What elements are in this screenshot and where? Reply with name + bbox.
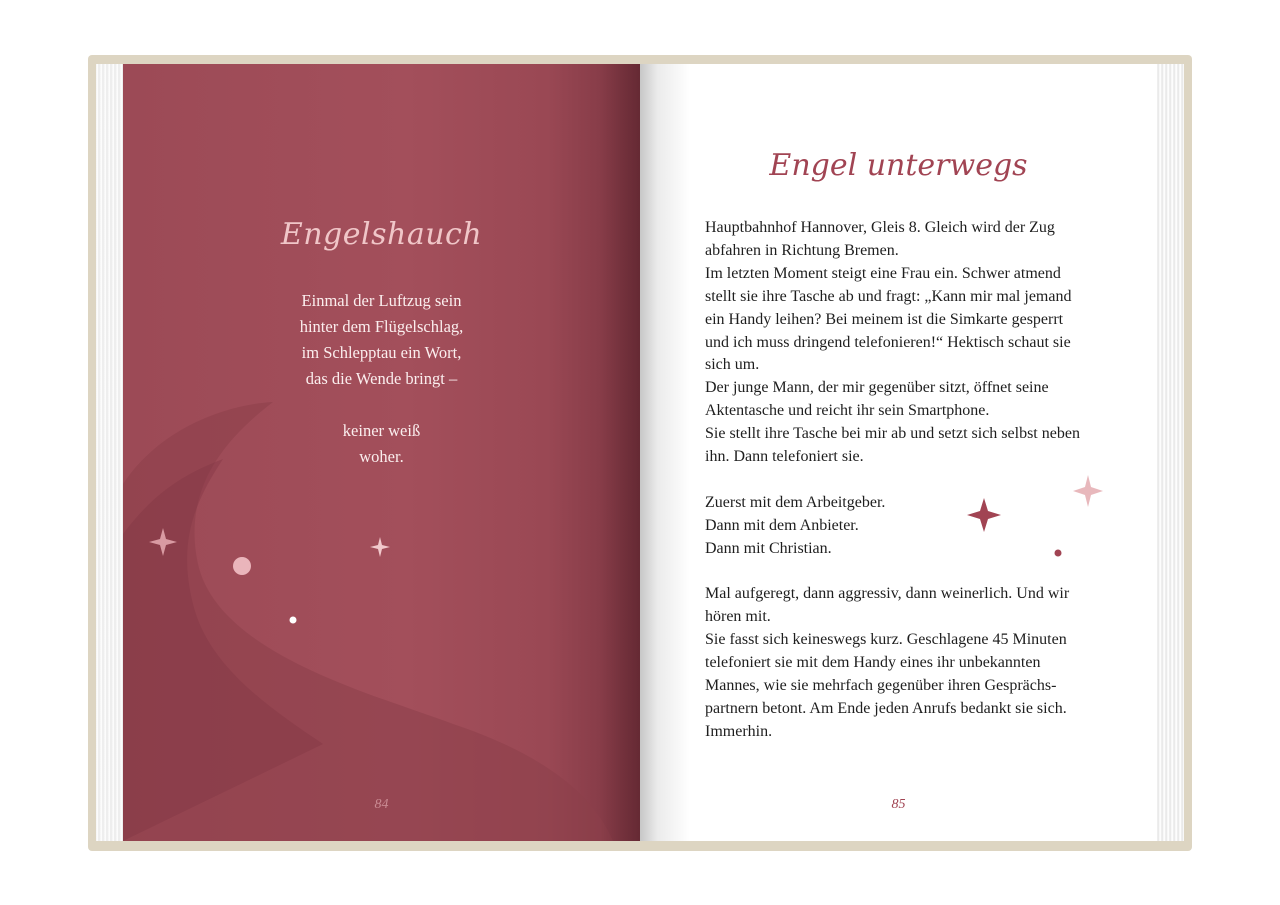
sparkle-icon <box>370 537 390 557</box>
page-number-right: 85 <box>891 797 906 812</box>
story-text <box>705 217 1105 744</box>
text-line: und ich muss dringend telefonieren!“ Hektisch schaut sie <box>705 333 1071 351</box>
dot-icon <box>233 557 251 575</box>
poem-line: hinter dem Flügelschlag, <box>299 317 464 336</box>
text-line: hören mit. <box>705 608 771 626</box>
text-line: Aktentasche und reicht ihr sein Smartphone. <box>705 402 990 420</box>
page-number-left: 84 <box>374 797 389 812</box>
text-line: Hauptbahnhof Hannover, Gleis 8. Gleich wird der Zug <box>705 219 1055 236</box>
text-line: Zuerst mit dem Arbeitgeber. <box>705 493 886 511</box>
text-line: telefoniert sie mit dem Handy eines ihr unbekannten <box>705 654 1041 672</box>
left-page <box>123 64 640 841</box>
text-line: Mal aufgeregt, dann aggressiv, dann weinerlich. Und wir <box>705 585 1070 603</box>
text-line: Dann mit Christian. <box>705 539 832 557</box>
stanza-break <box>123 392 640 418</box>
right-page <box>640 64 1157 841</box>
text-line: partnern betont. Am Ende jeden Anrufs bedankt sie sich. <box>705 700 1067 717</box>
text-line: abfahren in Richtung Bremen. <box>705 241 899 259</box>
text-line: Im letzten Moment steigt eine Frau ein. Schwer atmend <box>705 264 1061 282</box>
text-line: Dann mit dem Anbieter. <box>705 516 859 534</box>
poem-line: das die Wende bringt – <box>305 369 458 388</box>
paragraph-break <box>705 561 1105 584</box>
text-line: Sie fasst sich keineswegs kurz. Geschlagene 45 Minuten <box>705 631 1067 649</box>
poem-line: Einmal der Luftzug sein <box>301 291 462 310</box>
dot-icon <box>290 617 297 624</box>
text-line: stellt sie ihre Tasche ab und fragt: „Kann mir mal jemand <box>705 287 1072 305</box>
text-line: Immerhin. <box>705 722 773 740</box>
poem-line: woher. <box>359 447 404 466</box>
paragraph-break <box>705 469 1105 492</box>
poem <box>123 288 640 470</box>
page-edges-right <box>1157 64 1184 841</box>
text-line: Sie stellt ihre Tasche bei mir ab und setzt sich selbst neben <box>705 425 1080 443</box>
text-line: Mannes, wie sie mehrfach gegenüber ihren Gesprächs- <box>705 677 1057 695</box>
story-title: Engel unterwegs <box>769 148 1028 183</box>
poem-title: Engelshauch <box>280 217 483 252</box>
text-line: ihn. Dann telefoniert sie. <box>705 448 864 466</box>
text-line: Der junge Mann, der mir gegenüber sitzt, öffnet seine <box>705 379 1049 397</box>
text-line: ein Handy leihen? Bei meinem ist die Simkarte gesperrt <box>705 310 1064 328</box>
text-line: sich um. <box>705 356 760 374</box>
poem-line: im Schlepptau ein Wort, <box>301 343 462 362</box>
poem-line: keiner weiß <box>342 421 421 440</box>
page-edges-left <box>96 64 123 841</box>
